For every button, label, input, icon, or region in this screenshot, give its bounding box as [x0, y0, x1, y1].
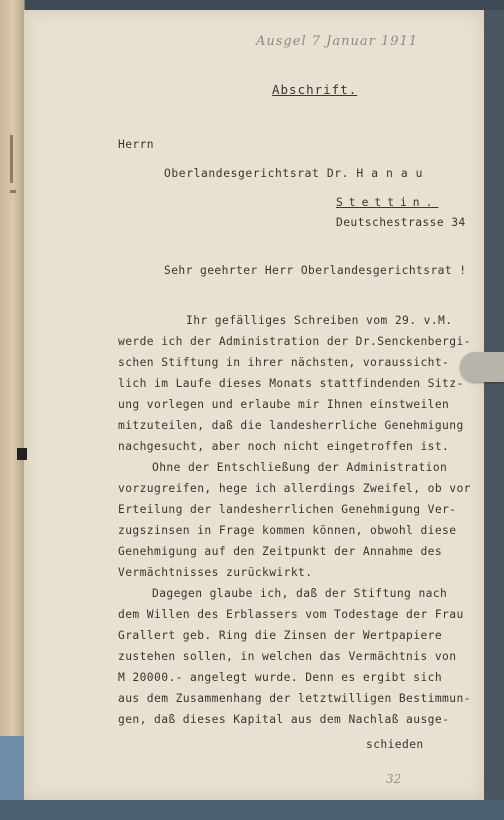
folder-bottom-edge: [0, 800, 504, 820]
body-line: werde ich der Administration der Dr.Senckenbergi-: [118, 335, 471, 348]
body-line: gen, daß dieses Kapital aus dem Nachlaß ausge-: [118, 713, 450, 726]
body-line: aus dem Zusammenhang der letztwilligen Bestimmun-: [118, 692, 471, 705]
recipient-city: Stettin.: [336, 196, 439, 209]
page-number: 32: [386, 772, 402, 786]
paper-clip: [460, 352, 504, 382]
body-line: lich im Laufe dieses Monats stattfindenden Sitz-: [118, 377, 464, 390]
body-line: vorzugreifen, hege ich allerdings Zweifel, ob vor: [118, 482, 471, 495]
body-line: Genehmigung auf den Zeitpunkt der Annahme des: [118, 545, 443, 558]
binder-thread-knot: [10, 190, 16, 193]
body-line: M 20000.- angelegt wurde. Denn es ergibt sich: [118, 671, 443, 684]
body-line: mitzuteilen, daß die landesherrliche Genehmigung: [118, 419, 464, 432]
document-title: Abschrift.: [272, 82, 358, 97]
body-line: nachgesucht, aber noch nicht eingetroffen ist.: [118, 440, 450, 453]
recipient-salutation: Herrn: [118, 138, 155, 151]
body-line: zustehen sollen, in welchen das Vermächtnis von: [118, 650, 457, 663]
handwritten-note: Ausgel 7 Januar 1911: [256, 34, 419, 49]
body-line: Dagegen glaube ich, daß der Stiftung nach: [152, 587, 448, 600]
letter-greeting: Sehr geehrter Herr Oberlandesgerichtsrat !: [164, 264, 467, 277]
recipient-street: Deutschestrasse 34: [336, 216, 466, 229]
body-line: Vermächtnisses zurückwirkt.: [118, 566, 313, 579]
folder-edge: [484, 10, 504, 800]
body-line: zugszinsen in Frage kommen können, obwohl diese: [118, 524, 457, 537]
body-line: Grallert geb. Ring die Zinsen der Wertpapiere: [118, 629, 443, 642]
binder-strip: [0, 0, 25, 820]
body-line: schen Stiftung in ihrer nächsten, voraussicht-: [118, 356, 450, 369]
binder-thread: [10, 135, 13, 183]
body-line: Ihr gefälliges Schreiben vom 29. v.M.: [186, 314, 453, 327]
recipient-name: Oberlandesgerichtsrat Dr. H a n a u: [164, 167, 424, 180]
body-line: ung vorlegen und erlaube mir Ihnen einstweilen: [118, 398, 450, 411]
body-line: Erteilung der landesherrlichen Genehmigung Ver-: [118, 503, 457, 516]
continuation-word: schieden: [366, 738, 424, 751]
binder-marker: [17, 448, 27, 460]
body-line: dem Willen des Erblassers vom Todestage der Frau: [118, 608, 464, 621]
body-line: Ohne der Entschließung der Administration: [152, 461, 448, 474]
